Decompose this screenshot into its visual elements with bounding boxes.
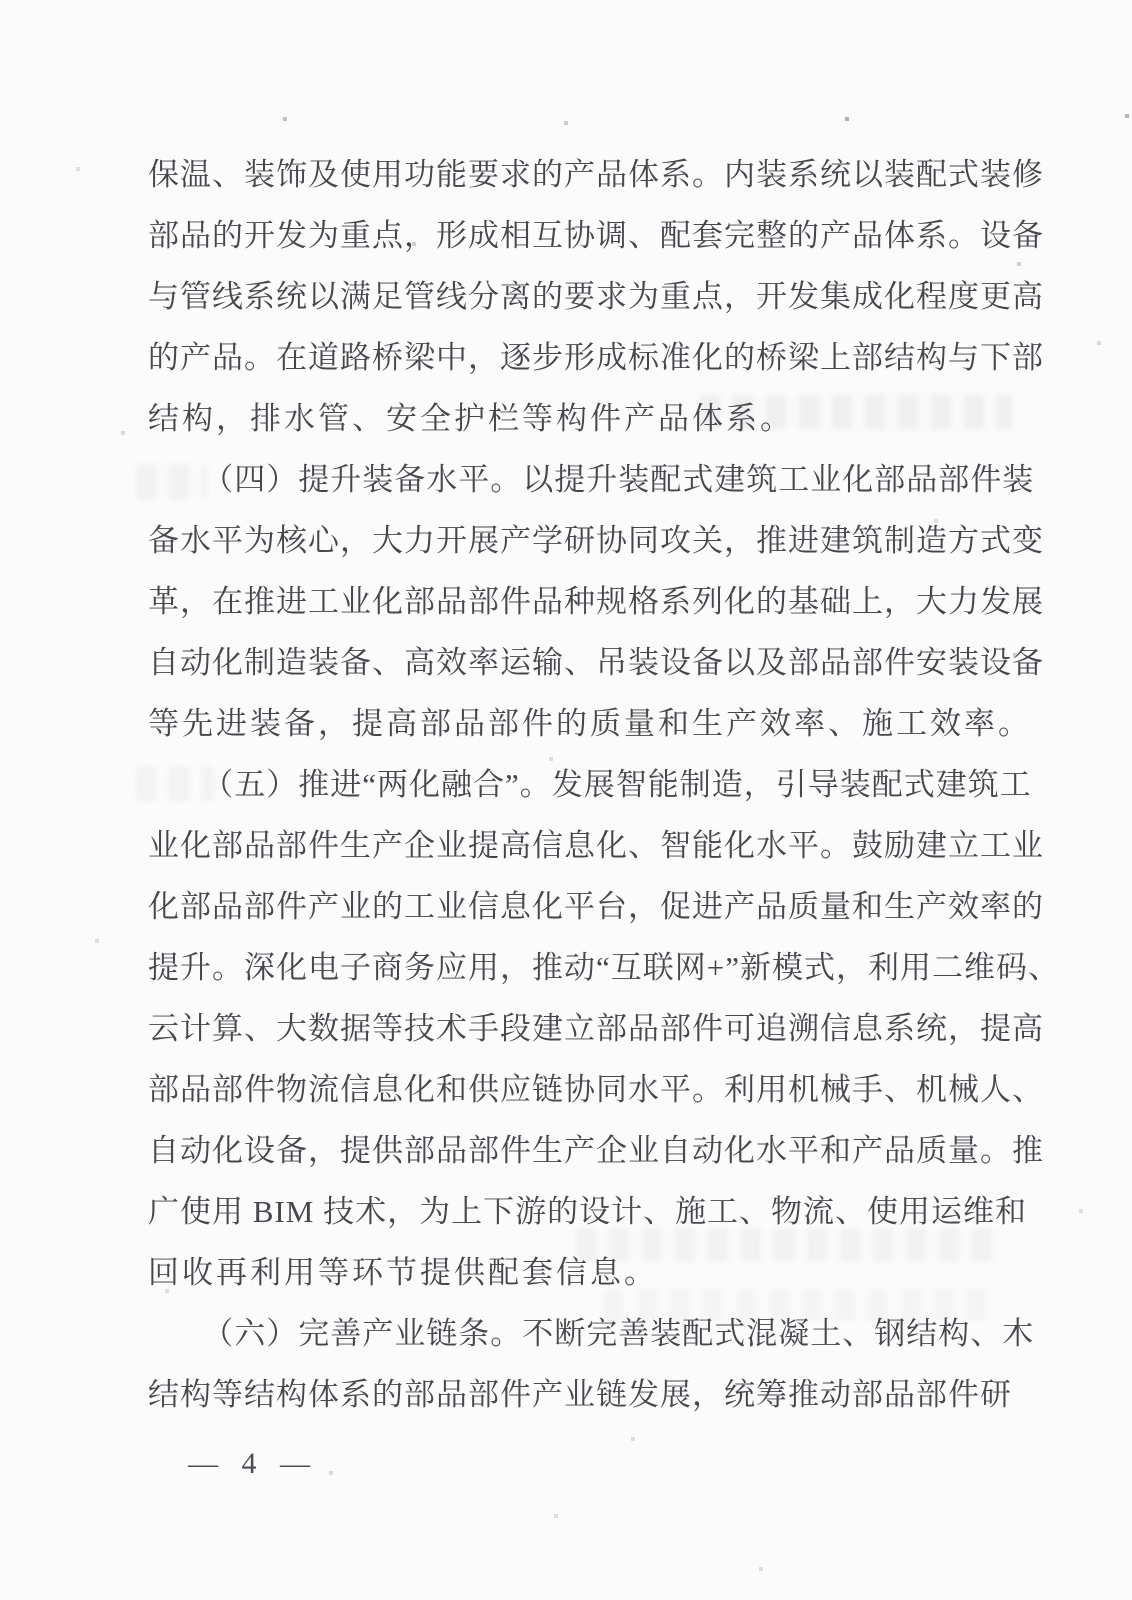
text-line: 自动化制造装备、高效率运输、吊装设备以及部品部件安装设备 [148,645,1044,680]
text-line: 广使用 BIM 技术，为上下游的设计、施工、物流、使用运维和 [148,1194,1028,1229]
scan-noise-speckles [0,0,2,2]
text-line: 业化部品部件生产企业提高信息化、智能化水平。鼓励建立工业 [148,828,1044,863]
text-line: 化部品部件产业的工业信息化平台，促进产品质量和生产效率的 [148,889,1044,924]
text-line: 革，在推进工业化部品部件品种规格系列化的基础上，大力发展 [148,584,1044,619]
paragraph-section-6-industry-chain [148,1303,1035,1425]
paragraph-section-4-equipment [148,449,1044,754]
document-body [148,144,1060,1425]
text-line: 等先进装备，提高部品部件的质量和生产效率、施工效率。 [148,706,1032,741]
text-line: 提升。深化电子商务应用，推动“互联网+”新模式，利用二维码、 [148,950,1060,985]
text-line: 与管线系统以满足管线分离的要求为重点，开发集成化程度更高 [148,279,1044,314]
paragraph-products-continued [148,144,1044,449]
section-heading-line: （四）提升装备水平。以提升装配式建筑工业化部品部件装 [202,462,1035,497]
section-heading-line: （六）完善产业链条。不断完善装配式混凝土、钢结构、木 [202,1316,1035,1351]
text-line: 的产品。在道路桥梁中，逐步形成标准化的桥梁上部结构与下部 [148,340,1044,375]
paragraph-section-5-integration [148,754,1060,1303]
page-number: — 4 — [188,1447,318,1480]
text-line: 部品部件物流信息化和供应链协同水平。利用机械手、机械人、 [148,1072,1044,1107]
text-line: 备水平为核心，大力开展产学研协同攻关，推进建筑制造方式变 [148,523,1044,558]
text-line: 回收再利用等环节提供配套信息。 [148,1255,658,1290]
text-line: 保温、装饰及使用功能要求的产品体系。内装系统以装配式装修 [148,157,1044,192]
text-line: 自动化设备，提供部品部件生产企业自动化水平和产品质量。推 [148,1133,1044,1168]
text-line: 云计算、大数据等技术手段建立部品部件可追溯信息系统，提高 [148,1011,1044,1046]
text-line: 部品的开发为重点，形成相互协调、配套完整的产品体系。设备 [148,218,1044,253]
text-line: 结构，排水管、安全护栏等构件产品体系。 [148,401,794,436]
section-heading-line: （五）推进“两化融合”。发展智能制造，引导装配式建筑工 [202,767,1032,802]
text-line: 结构等结构体系的部品部件产业链发展，统筹推动部品部件研 [148,1377,1012,1412]
